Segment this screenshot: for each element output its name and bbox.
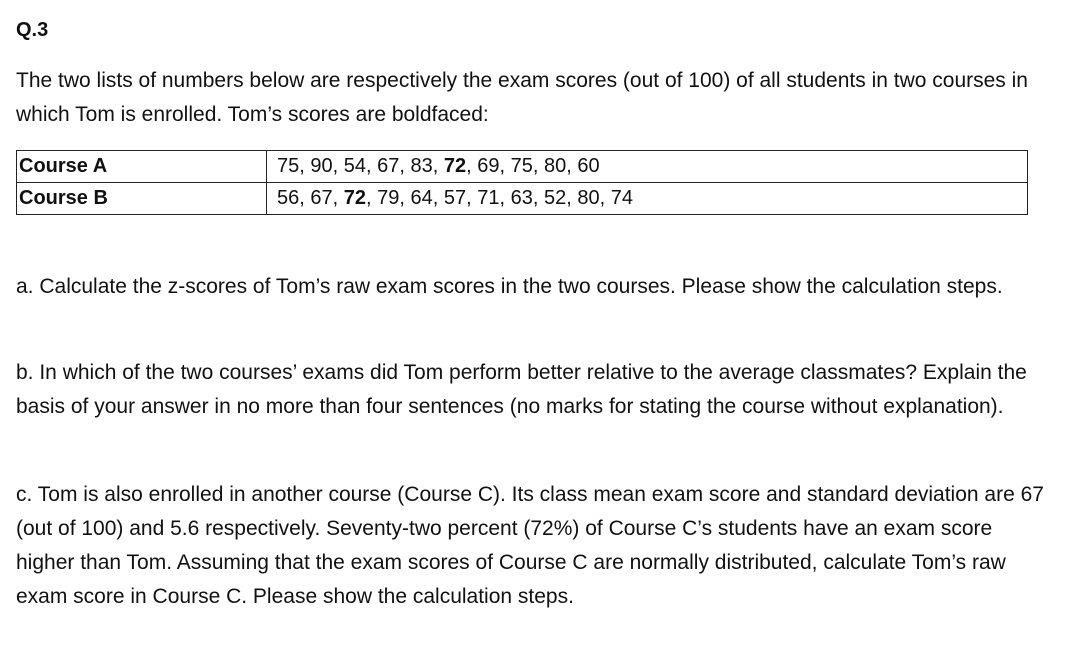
score-value: 54 — [343, 155, 366, 177]
score-value: 67 — [377, 155, 400, 177]
score-value: 57 — [443, 187, 467, 209]
score-value: 75 — [277, 155, 300, 177]
course-label: Course A — [17, 151, 267, 183]
tom-score: 72 — [343, 187, 366, 209]
score-value: 80 — [577, 187, 600, 209]
score-value: 69 — [477, 155, 500, 177]
score-value: 71 — [477, 187, 500, 209]
part-b-text: b. In which of the two courses’ exams did Tom perform better relative to the average classmates? Explain the basis of your answer in no more than four sentences (no marks for stating the course without explanation). — [16, 361, 1027, 418]
score-value: 60 — [577, 155, 600, 177]
question-intro: The two lists of numbers below are respectively the exam scores (out of 100) of all students in two courses in which Tom is enrolled. Tom’s scores are boldfaced: — [16, 69, 1028, 126]
score-value: 80 — [544, 155, 567, 177]
score-value: 56 — [277, 187, 300, 209]
part-a-text: a. Calculate the z-scores of Tom’s raw exam scores in the two courses. Please show the calculation steps. — [16, 275, 1003, 298]
score-value: 75 — [510, 155, 533, 177]
score-value: 79 — [377, 187, 400, 209]
question-number: Q.3 — [16, 19, 49, 41]
score-value: 63 — [510, 187, 533, 209]
course-scores: 56, 67, 72, 79, 64, 57, 71, 63, 52, 80, 74 — [267, 183, 1028, 215]
table-row — [17, 151, 1028, 183]
course-scores: 75, 90, 54, 67, 83, 72, 69, 75, 80, 60 — [267, 151, 1028, 183]
score-value: 52 — [544, 187, 567, 209]
course-label: Course B — [17, 183, 267, 215]
score-value: 64 — [410, 187, 433, 209]
part-c-text: c. Tom is also enrolled in another course (Course C). Its class mean exam score and standard deviation are 67 (out of 100) and 5.6 respectively. Seventy-two percent (72%) of Course C’s students have an exam score higher than Tom. Assuming that the exam scores of Course C are normally distributed, calculate Tom’s raw exam score in Course C. Please show the calculation steps. — [16, 483, 1044, 608]
tom-score: 72 — [443, 155, 467, 177]
scores-table — [16, 150, 1028, 215]
score-value: 67 — [310, 187, 333, 209]
score-value: 74 — [610, 187, 633, 209]
score-value: 83 — [410, 155, 433, 177]
score-value: 90 — [310, 155, 333, 177]
table-row — [17, 183, 1028, 215]
